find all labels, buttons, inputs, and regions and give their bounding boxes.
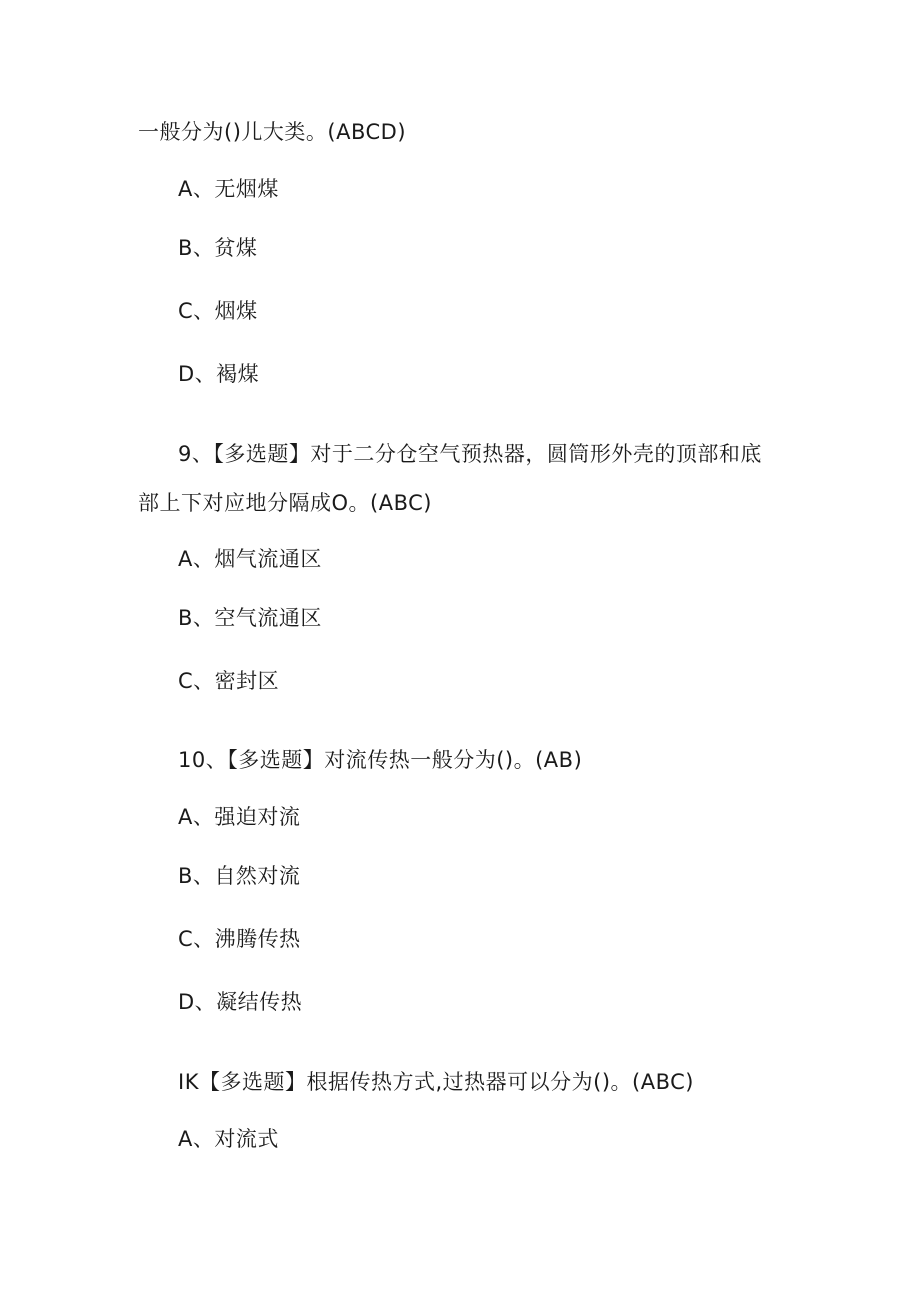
q8-option-c: C、烟煤: [178, 299, 258, 323]
q9-option-a: A、烟气流通区: [178, 547, 322, 571]
q10-stem: 10、【多选题】对流传热一般分为()。(AB): [178, 748, 583, 772]
q10-option-d: D、凝结传热: [178, 990, 303, 1014]
q9-option-b: B、空气流通区: [178, 606, 322, 630]
q9-stem-line1: 9、【多选题】对于二分仓空气预热器，圆筒形外壳的顶部和底: [178, 442, 762, 466]
q10-option-b: B、自然对流: [178, 864, 301, 888]
q8-option-d: D、褐煤: [178, 362, 260, 386]
q8-option-a: A、无烟煤: [178, 177, 279, 201]
q8-stem-continuation: 一般分为()儿大类。(ABCD): [138, 120, 407, 144]
q9-stem-line2: 部上下对应地分隔成O。(ABC): [138, 491, 432, 515]
q9-option-c: C、密封区: [178, 669, 280, 693]
q11-option-a: A、对流式: [178, 1127, 279, 1151]
q10-option-c: C、沸腾传热: [178, 927, 301, 951]
q11-stem: IK【多选题】根据传热方式,过热器可以分为()。(ABC): [178, 1070, 694, 1094]
q8-option-b: B、贫煤: [178, 236, 258, 260]
q10-option-a: A、强迫对流: [178, 805, 301, 829]
